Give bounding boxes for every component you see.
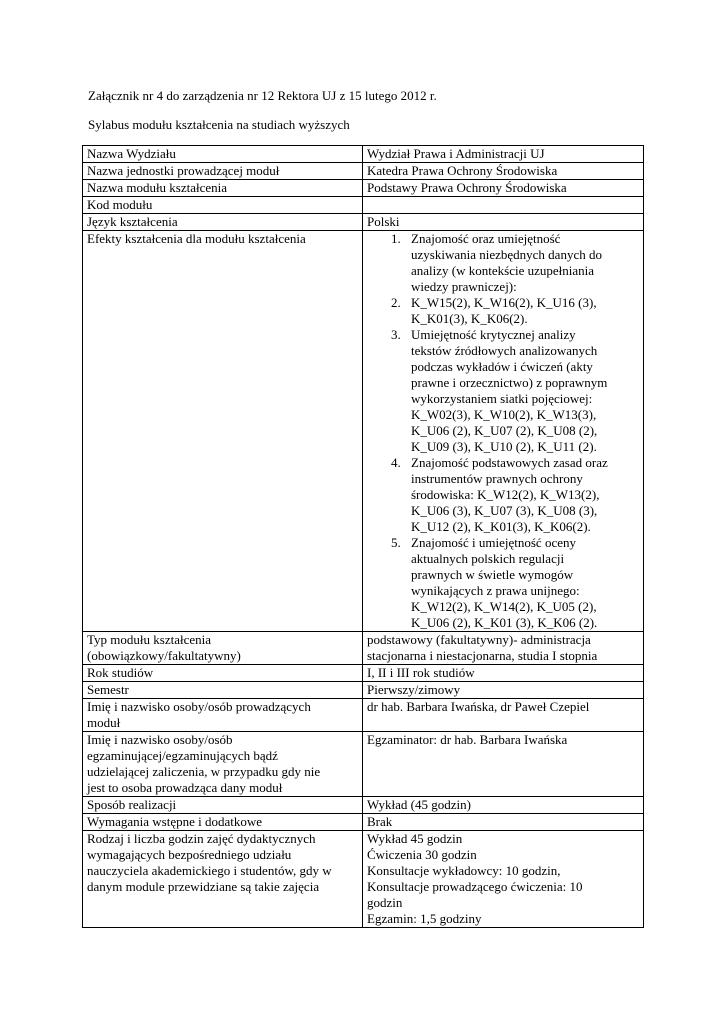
table-row — [83, 163, 644, 180]
value-line: stacjonarna i niestacjonarna, studia I stopnia — [367, 648, 598, 663]
value-line: Wykład 45 godzin — [367, 831, 463, 846]
attachment-note: Załącznik nr 4 do zarządzenia nr 12 Rektora UJ z 15 lutego 2012 r. — [88, 88, 437, 103]
list-item — [391, 231, 639, 295]
list-item — [391, 295, 639, 327]
list-line: Umiejętność krytycznej analizy — [411, 327, 576, 342]
value-line: Konsultacje prowadzącego ćwiczenia: 10 — [367, 879, 583, 894]
list-line: Znajomość oraz umiejętność — [411, 231, 561, 246]
table-row — [83, 797, 644, 814]
label-line: Typ modułu kształcenia — [87, 632, 212, 647]
table-row — [83, 699, 644, 732]
list-line: wiedzy prawniczej): — [411, 279, 517, 294]
list-line: Znajomość podstawowych zasad oraz — [411, 455, 608, 470]
list-line: K_W12(2), K_W14(2), K_U05 (2), — [411, 599, 597, 614]
list-line: podczas wykładów i ćwiczeń (akty — [411, 359, 593, 374]
list-line: wykorzystaniem siatki pojęciowej: — [411, 391, 593, 406]
list-line: uzyskiwania niezbędnych danych do — [411, 247, 602, 262]
label-line: wymagających bezpośredniego udziału — [87, 847, 292, 862]
list-number: 3. — [391, 327, 401, 342]
syllabus-table — [82, 145, 644, 928]
row-label — [83, 699, 363, 732]
label-line: udzielającej zaliczenia, w przypadku gdy nie — [87, 764, 321, 779]
list-line: prawne i orzecznictwo) z poprawnym — [411, 375, 608, 390]
label-line: (obowiązkowy/fakultatywny) — [87, 648, 241, 663]
table-row — [83, 814, 644, 831]
table-row — [83, 197, 644, 214]
list-item — [391, 455, 639, 535]
list-line: K_W02(3), K_W10(2), K_W13(3), — [411, 407, 597, 422]
row-label: Język kształcenia — [83, 214, 363, 231]
table-row — [83, 146, 644, 163]
list-line: K_K01(3), K_K06(2). — [411, 311, 528, 326]
row-value: I, II i III rok studiów — [363, 665, 644, 682]
list-line: środowiska: K_W12(2), K_W13(2), — [411, 487, 600, 502]
list-line: prawnych w świetle wymogów — [411, 567, 574, 582]
value-line: podstawowy (fakultatywny)- administracja — [367, 632, 591, 647]
list-item — [391, 327, 639, 455]
label-line: moduł — [87, 715, 121, 730]
row-value: Podstawy Prawa Ochrony Środowiska — [363, 180, 644, 197]
label-line: Imię i nazwisko osoby/osób — [87, 732, 233, 747]
row-value: Polski — [363, 214, 644, 231]
table-row — [83, 682, 644, 699]
row-value — [363, 231, 644, 632]
table-row — [83, 732, 644, 797]
row-label: Efekty kształcenia dla modułu kształcenia — [83, 231, 363, 632]
list-line: aktualnych polskich regulacji — [411, 551, 565, 566]
row-value — [363, 632, 644, 665]
table-row — [83, 180, 644, 197]
row-label: Sposób realizacji — [83, 797, 363, 814]
row-label: Kod modułu — [83, 197, 363, 214]
table-row — [83, 214, 644, 231]
value-line: godzin — [367, 895, 403, 910]
document-title: Sylabus modułu kształcenia na studiach wyższych — [88, 117, 350, 132]
row-value — [363, 197, 644, 214]
label-line: nauczyciela akademickiego i studentów, gdy w — [87, 863, 332, 878]
row-value: dr hab. Barbara Iwańska, dr Paweł Czepiel — [363, 699, 644, 732]
table-row — [83, 831, 644, 928]
label-line: Rodzaj i liczba godzin zajęć dydaktycznych — [87, 831, 316, 846]
table-row — [83, 665, 644, 682]
label-line: jest to osoba prowadząca dany moduł — [87, 780, 283, 795]
row-label — [83, 732, 363, 797]
list-number: 1. — [391, 231, 401, 246]
list-line: K_U06 (2), K_U07 (2), K_U08 (2), — [411, 423, 598, 438]
label-line: danym module przewidziane są takie zajęcia — [87, 879, 320, 894]
row-value: Wykład (45 godzin) — [363, 797, 644, 814]
value-line: Konsultacje wykładowcy: 10 godzin, — [367, 863, 561, 878]
list-line: instrumentów prawnych ochrony — [411, 471, 583, 486]
row-value: Katedra Prawa Ochrony Środowiska — [363, 163, 644, 180]
row-label: Rok studiów — [83, 665, 363, 682]
list-line: K_U12 (2), K_K01(3), K_K06(2). — [411, 519, 591, 534]
row-label: Nazwa modułu kształcenia — [83, 180, 363, 197]
row-value — [363, 831, 644, 928]
row-value: Wydział Prawa i Administracji UJ — [363, 146, 644, 163]
table-row — [83, 231, 644, 632]
list-item — [391, 535, 639, 631]
label-line: Imię i nazwisko osoby/osób prowadzących — [87, 699, 311, 714]
row-label — [83, 632, 363, 665]
learning-outcomes-list — [367, 231, 639, 631]
row-value: Pierwszy/zimowy — [363, 682, 644, 699]
list-number: 2. — [391, 295, 401, 310]
list-line: Znajomość i umiejętność oceny — [411, 535, 576, 550]
list-number: 4. — [391, 455, 401, 470]
list-line: K_U06 (3), K_U07 (3), K_U08 (3), — [411, 503, 598, 518]
row-value: Brak — [363, 814, 644, 831]
table-row — [83, 632, 644, 665]
row-label: Nazwa Wydziału — [83, 146, 363, 163]
list-number: 5. — [391, 535, 401, 550]
label-line: egzaminującej/egzaminujących bądź — [87, 748, 278, 763]
row-label: Semestr — [83, 682, 363, 699]
value-line: Ćwiczenia 30 godzin — [367, 847, 477, 862]
list-line: tekstów źródłowych analizowanych — [411, 343, 598, 358]
list-line: K_U06 (2), K_K01 (3), K_K06 (2). — [411, 615, 598, 630]
row-value: Egzaminator: dr hab. Barbara Iwańska — [363, 732, 644, 797]
row-label — [83, 831, 363, 928]
list-line: analizy (w kontekście uzupełniania — [411, 263, 595, 278]
list-line: K_U09 (3), K_U10 (2), K_U11 (2). — [411, 439, 597, 454]
row-label: Wymagania wstępne i dodatkowe — [83, 814, 363, 831]
list-line: K_W15(2), K_W16(2), K_U16 (3), — [411, 295, 597, 310]
row-label: Nazwa jednostki prowadzącej moduł — [83, 163, 363, 180]
value-line: Egzamin: 1,5 godziny — [367, 911, 482, 926]
list-line: wynikających z prawa unijnego: — [411, 583, 580, 598]
